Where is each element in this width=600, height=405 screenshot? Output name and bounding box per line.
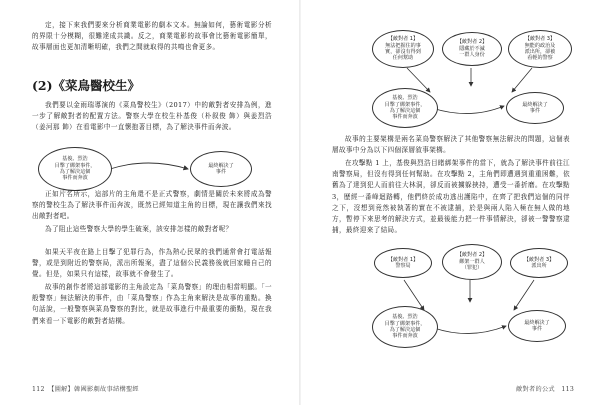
protagonist-oval: 基俊、烈浩 目擊了綁架事件， 為了解決這個 事件而奔波: [38, 147, 112, 191]
antagonist-1-oval: 【敵對者 1】 無法把握住的事 實，卻沒有得到 任何幫助: [372, 30, 434, 68]
left-footer: 112 【圖解】韓國影劇故事結構聖經: [32, 386, 139, 393]
paragraph-mid-1: 正如片名所示，這部片的主角還不是正式警察，劇情是關於未來將成為警察的警校生為了解決事件而奔波，既然已經知道主角的目標，現在讓我們來找出敵對者吧。: [32, 190, 272, 221]
protagonist-oval: 基俊、烈浩 目擊了綁架事件， 為了解決這個 事件而奔波: [372, 306, 438, 348]
antagonist-2-oval: 【敵對者 2】 綁架一群人 （罪犯）: [442, 244, 502, 280]
diagram-antagonists-summary: [372, 244, 572, 348]
diagram-antagonists-detailed: [372, 30, 572, 128]
right-footer: 敵對者的公式 113: [516, 386, 575, 393]
outcome-oval: 最終解決了 事件: [190, 151, 252, 187]
outcome-oval: 最終解決了 事件: [506, 92, 564, 124]
paragraph-right-2: 在攻擊點 1 上，基俊與烈浩目睹綁架事件的當下，就為了解決事件前往江南警察局，但沒有得到任何幫助。在攻擊點 2，主角們即遭遇到重重困難，依舊為了達到犯人而前往大林洞，卻反而被擄躲挾持，遭受一番折磨。在攻擊點 3，歷經一番峰迴路轉，他們終於成功逃出護陷中，在齊了把我們這個的同伴之下，沒想到竟然被執著的實在不被逮捕，於是與兩人陷入極在無人做的地方，暫停下來思考的解決方式，並最後能力把一件事情解決，卻被一警警察逮捕，最終迎來了結局。: [332, 159, 570, 235]
paragraph-top: 定，接下來我們要來分析商業電影的劇本文本。無論如何，藝術電影分析的界限十分模糊，很難達成共識。反之，商業電影的故事會比藝術電影簡單，故事層面也更加清晰明確，我們之間就取得的共鳴也會更多。: [32, 21, 272, 52]
paragraph-mid-3: 如果天平夜在路上目擊了犯罪行為，作為熱心民眾的我們通常會打電話報警，或是到附近的警察局，派出所報案，盡了這個公民義務後就回家睡自己的覺。但是，如果只有這樣，故事就不會發生了。: [32, 248, 272, 279]
section-heading: (2)《菜鳥醫校生》: [32, 78, 141, 93]
diagram-basic: [38, 147, 258, 195]
paragraph-mid-4: 故事的創作者將這部電影的主角設定為「菜鳥警察」的理由相當明顯。「一般警察」無法解決的事件，由「菜鳥警察」作為主角來解決是故事的重點。換句話說，一般警察與菜鳥警察的對比，就是故事進行中最重要的衝點，現在我們來看一下電影的敵對者結構。: [32, 283, 272, 325]
antagonist-1-oval: 【敵對者 1】 警察局: [374, 248, 432, 278]
book-gutter: [299, 0, 301, 405]
antagonist-3-oval: 【敵對者 3】 無能的政治及 派出所，卻被 看輕的警察: [508, 30, 572, 68]
paragraph-intro: 我們要以金雨瑞導演的《菜鳥警校生》（2017）中的敵對者安排為例，進一步了解敵對者的配置方法。警察大學在校生朴基俊（朴叙俊 飾）與姜烈浩（姜河那 飾）在看電影中一直懷抱著目標，為了解決事件而奔波。: [32, 101, 272, 132]
protagonist-oval: 基俊、烈浩 目擊了綁架事件， 為了解決這個 事件而奔波: [372, 88, 438, 128]
antagonist-2-oval: 【敵對者 2】 隱藏於不滅 一群人身份: [442, 32, 502, 66]
paragraph-right-1: 故事的主要架構是兩名菜鳥警察解決了其他警察無法解決的問題，這個表層故事中分為以下四個深層敘事架構。: [332, 135, 570, 155]
paragraph-mid-2: 為了阻止這些警察大學的學生破案，該安排怎樣的敵對者呢？: [45, 225, 233, 233]
outcome-oval: 最終解決了 事件: [508, 310, 566, 342]
antagonist-3-oval: 【敵對者 3】 派出所: [510, 248, 568, 278]
